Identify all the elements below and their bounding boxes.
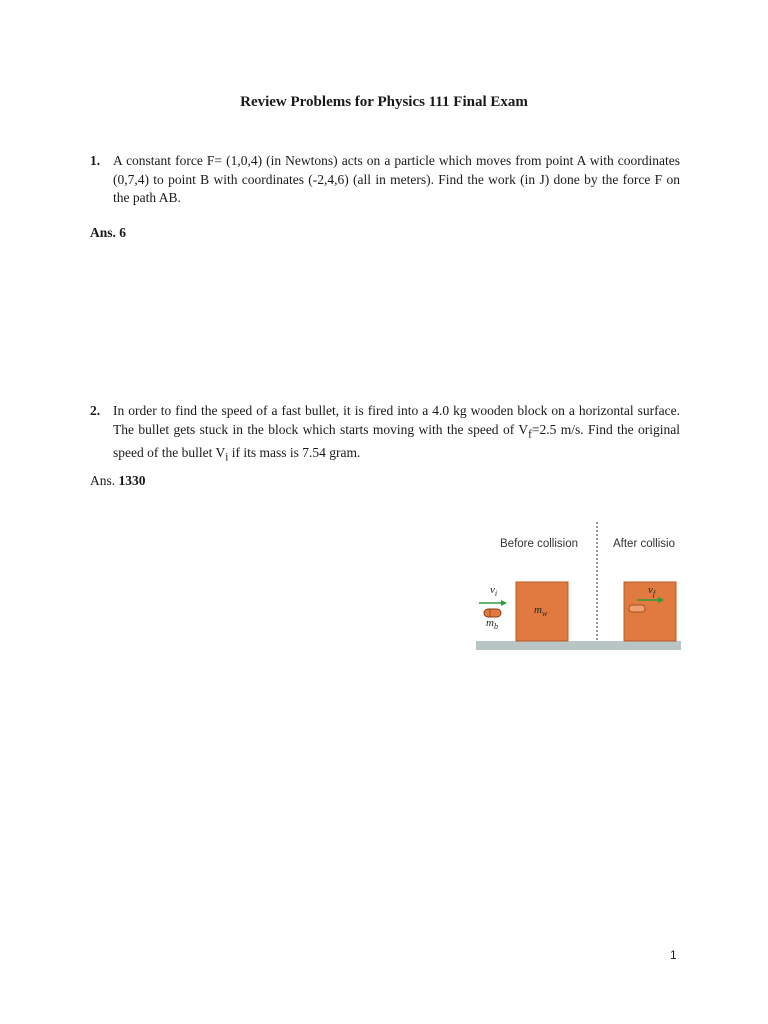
- final-velocity-subscript: f: [528, 428, 532, 441]
- problem-1-number: 1.: [90, 153, 101, 168]
- problem-2-answer-value: 1330: [118, 473, 146, 488]
- vi-label: $v_i$: [490, 584, 498, 599]
- page-number: 1: [670, 948, 677, 962]
- vf-label: $v_f$: [648, 584, 656, 599]
- before-collision-label: Before collision: [500, 538, 578, 550]
- problem-2-text-part3: if its mass is 7.54 gram.: [228, 444, 361, 460]
- problem-2-text-part2: =2.5 m/s. Find the original speed of the bullet V: [113, 421, 680, 460]
- problem-1: [90, 152, 680, 208]
- problem-2: [90, 402, 680, 467]
- bullet-icon: [484, 609, 501, 617]
- problem-2-answer-prefix: Ans.: [90, 473, 119, 488]
- embedded-bullet-icon: [629, 605, 645, 612]
- problem-2-answer: [90, 473, 146, 489]
- collision-figure: [474, 520, 684, 655]
- document-title: Review Problems for Physics 111 Final Exam: [240, 94, 528, 110]
- mw-label: $m_w$: [534, 604, 548, 619]
- after-collision-label: After collisio: [613, 538, 675, 550]
- floor-surface: [476, 641, 681, 650]
- mb-label: $m_b$: [486, 617, 498, 632]
- problem-2-number: 2.: [90, 403, 101, 418]
- problem-1-answer: Ans. 6: [90, 225, 127, 240]
- problem-1-text: A constant force F= (1,0,4) (in Newtons) acts on a particle which moves from point A with coordinates (0,7,4) to point B with coordinates (-2,4,6) (all in meters). Find the work (in J) done by the force F on the path AB.: [113, 153, 680, 205]
- problem-2-text: [113, 402, 680, 467]
- problem-2-text-part1: In order to find the speed of a fast bullet, it is fired into a 4.0 kg wooden block on a horizontal surface. The bullet gets stuck in the block which starts moving with the speed of V: [113, 403, 680, 437]
- initial-velocity-subscript: i: [225, 451, 229, 464]
